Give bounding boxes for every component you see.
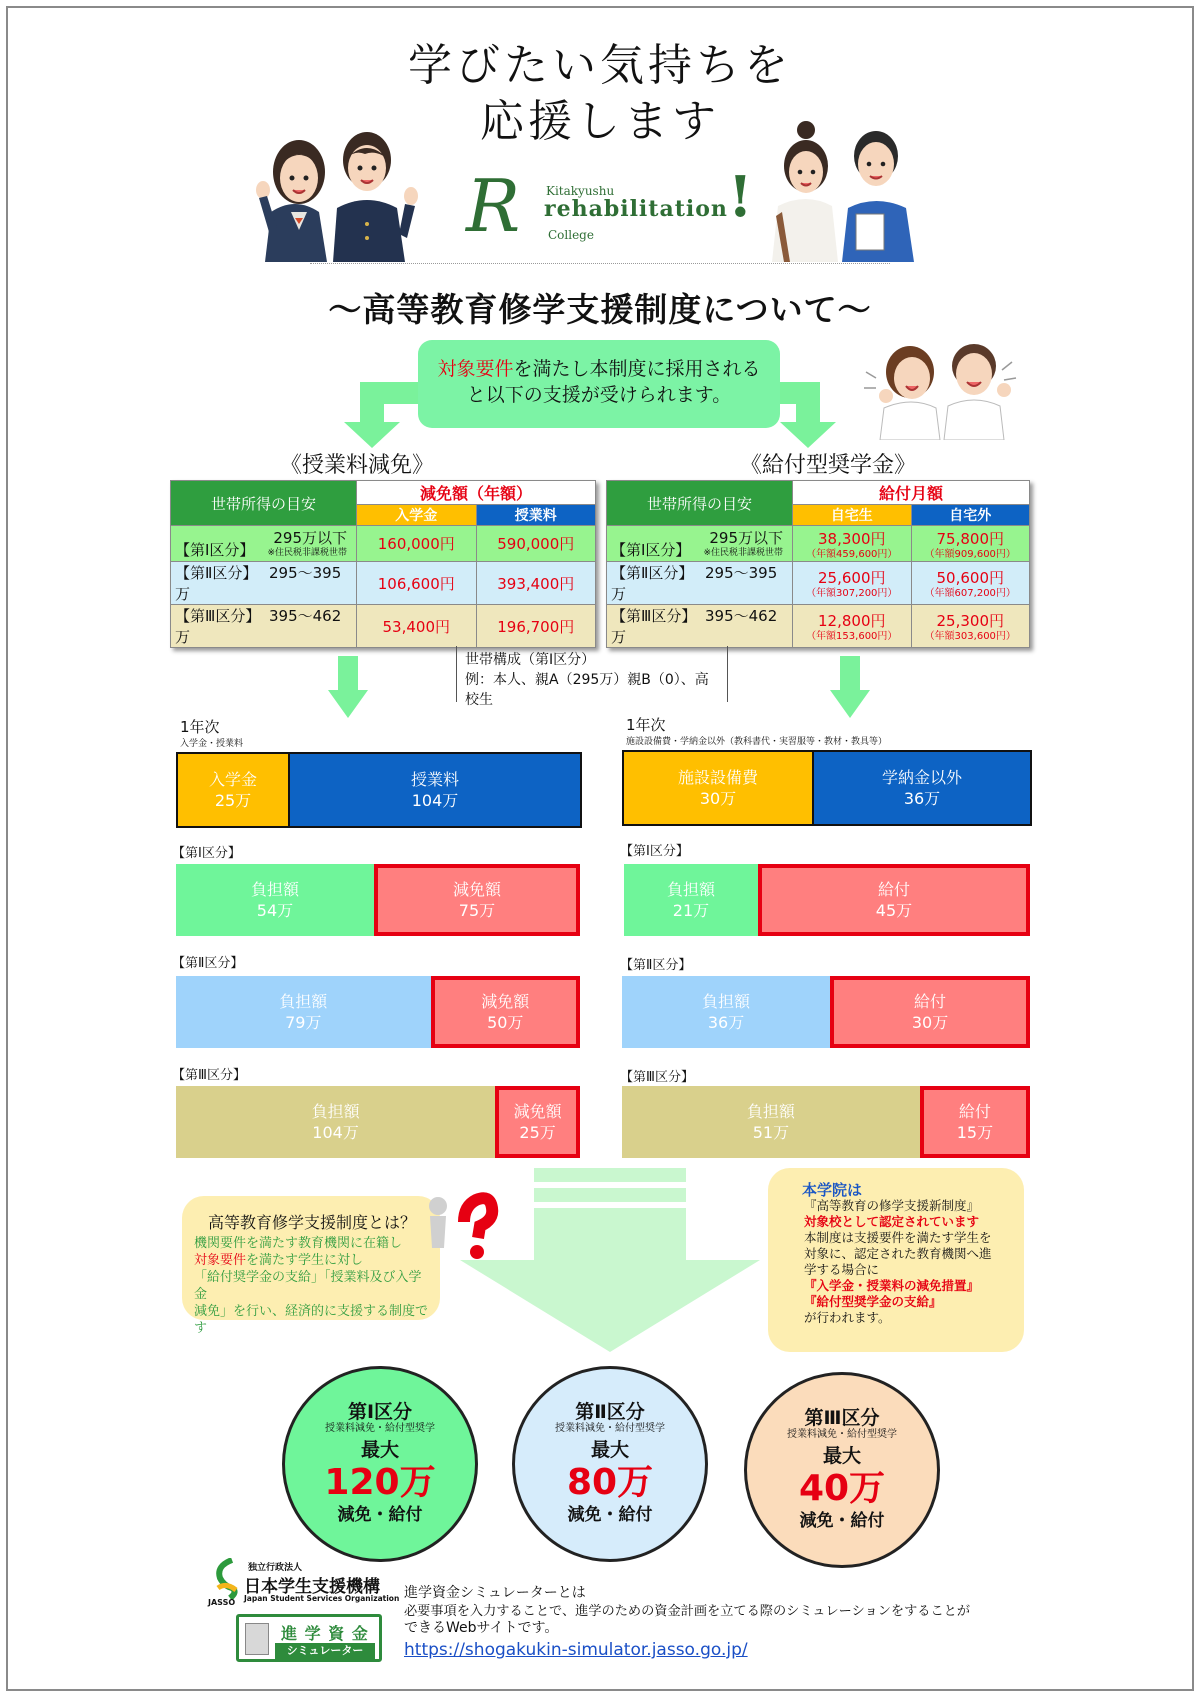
down-arrow-left-icon	[328, 656, 368, 718]
right-year-label: 1年次	[626, 716, 666, 734]
tier2-max-circle	[512, 1366, 708, 1562]
right-tier3-label: 【第Ⅲ区分】	[620, 1070, 694, 1085]
logo-kitakyushu: Kitakyushu	[546, 184, 615, 198]
arrow-right-icon	[780, 382, 836, 448]
tier-reduce-seg: 減免額 75万	[374, 864, 580, 936]
right-base-seg-a: 施設設備費 30万	[624, 752, 814, 824]
callout-highlight: 対象要件	[437, 358, 514, 380]
hero-title	[0, 38, 1200, 150]
circle-sub: 授業料減免・給付型奨学	[787, 1429, 897, 1440]
table-row	[171, 526, 596, 562]
tier-pay-seg: 負担額 36万	[622, 976, 830, 1048]
right-heading: 《給付型奨学金》	[740, 453, 917, 478]
explain-line2-red: 対象要件	[194, 1253, 247, 1268]
tier-pay-seg: 負担額 54万	[176, 864, 374, 936]
circle-kbn: 第Ⅰ区分	[347, 1401, 413, 1423]
jasso-english-name: Japan Student Services Organization	[244, 1594, 400, 1603]
logo-letter-r: R	[466, 164, 521, 248]
hero-title-line2: 応援します	[480, 96, 720, 147]
table-cell: 50,600円 （年額607,200円）	[911, 562, 1030, 605]
left-heading: 《授業料減免》	[280, 453, 435, 478]
jasso-small-label: 独立行政法人	[248, 1563, 303, 1573]
table-cell: 【第Ⅰ区分】295万以下 ※住民税非課税世帯	[607, 526, 793, 562]
logo-exclaim: !	[728, 164, 753, 230]
table-cell: 196,700円	[476, 605, 596, 648]
table-cell: 106,600円	[357, 562, 477, 605]
tier-reduce-seg: 減免額 50万	[431, 976, 580, 1048]
circle-amount: 40万	[798, 1468, 886, 1509]
table-cell: 25,600円 （年額307,200円）	[793, 562, 912, 605]
left-tier1-bar	[174, 862, 582, 938]
tier-reduce-seg: 給付 30万	[830, 976, 1030, 1048]
explain-line2-rest: を満たす学生に対し	[246, 1253, 364, 1268]
staff-illustration	[768, 120, 928, 262]
explain-title: 高等教育修学支援制度とは？	[208, 1213, 417, 1232]
school-line7: 『給付型奨学金の支給』	[804, 1294, 942, 1309]
circle-max: 最大	[822, 1445, 861, 1467]
callout-line2: と以下の支援が受けられます。	[466, 384, 732, 406]
circle-sub: 授業料減免・給付型奨学	[325, 1423, 435, 1434]
left-col-a: 入学金	[357, 505, 477, 526]
school-info-bubble	[768, 1168, 1024, 1352]
table-row	[171, 605, 596, 648]
nurses-illustration	[862, 332, 1020, 440]
right-tier3-bar	[620, 1084, 1032, 1160]
left-col-b: 授業料	[476, 505, 596, 526]
down-arrow-right-icon	[830, 656, 870, 718]
footer-line2: 必要事項を入力することで、進学のための資金計画を立てる際のシミュレーションをすることが	[404, 1604, 971, 1619]
explain-line1: 機関要件を満たす教育機関に在籍し	[194, 1236, 403, 1251]
table-row	[607, 605, 1030, 648]
tier-pay-seg: 負担額 21万	[624, 864, 758, 936]
system-explain-bubble	[182, 1196, 440, 1336]
footer-line1: 進学資金シミュレーターとは	[404, 1585, 586, 1601]
calculator-icon	[245, 1623, 269, 1655]
left-year-label: 1年次	[180, 718, 220, 736]
tier-reduce-seg: 給付 45万	[758, 864, 1030, 936]
arrow-left-icon	[344, 382, 420, 448]
left-tier3-bar	[174, 1084, 582, 1160]
table-row	[607, 562, 1030, 605]
left-tier1-label: 【第Ⅰ区分】	[172, 846, 241, 861]
school-line1: 『高等教育の修学支援新制度』	[804, 1198, 980, 1213]
tier1-max-circle	[282, 1366, 478, 1562]
callout-line1: を満たし本制度に採用される	[513, 358, 761, 380]
school-line2: 対象校として認定されています	[804, 1214, 980, 1229]
right-col-a: 自宅生	[793, 505, 912, 526]
household-line2: 例：本人、親A（295万）親B（0）、高校生	[465, 672, 709, 708]
right-col-group: 給付月額	[793, 481, 1030, 505]
right-tier1-bar	[622, 862, 1032, 938]
hero-divider	[310, 263, 890, 264]
students-illustration	[255, 120, 430, 262]
right-base-bar	[622, 750, 1032, 826]
logo-college: College	[548, 228, 594, 242]
table-cell: 12,800円 （年額153,600円）	[793, 605, 912, 648]
jasso-abbr: JASSO	[208, 1598, 236, 1607]
left-base-seg-a: 入学金 25万	[178, 754, 290, 826]
table-cell: 590,000円	[476, 526, 596, 562]
college-logo	[466, 164, 756, 252]
table-cell: 【第Ⅰ区分】295万以下 ※住民税非課税世帯	[171, 526, 357, 562]
tier-pay-seg: 負担額 51万	[622, 1086, 920, 1158]
left-tier2-bar	[174, 974, 582, 1050]
school-line5: 学する場合に	[804, 1262, 880, 1277]
simulator-badge[interactable]	[236, 1614, 382, 1662]
tier3-max-circle	[744, 1372, 940, 1568]
logo-rehabilitation: rehabilitation	[544, 196, 728, 222]
left-table	[170, 480, 596, 648]
right-tier2-bar	[620, 974, 1032, 1050]
circle-amount: 120万	[324, 1462, 436, 1503]
school-line8: が行われます。	[804, 1310, 891, 1325]
left-base-bar	[176, 752, 582, 828]
table-cell: 【第Ⅲ区分】 395～462万	[607, 605, 793, 648]
explain-line4: 減免」を行い、経済的に支援する制度です	[194, 1304, 429, 1336]
student-boy-figure	[333, 132, 418, 262]
circle-max: 最大	[590, 1439, 629, 1461]
school-line6: 『入学金・授業料の減免措置』	[804, 1278, 980, 1293]
right-col-b: 自宅外	[911, 505, 1030, 526]
tier-pay-seg: 負担額 104万	[176, 1086, 495, 1158]
footer-line3: できるWebサイトです。	[404, 1620, 559, 1636]
table-cell: 160,000円	[357, 526, 477, 562]
school-line4: 対象に、認定された教育機関へ進	[804, 1246, 992, 1261]
circle-sub: 授業料減免・給付型奨学	[555, 1423, 665, 1434]
circle-tail: 減免・給付	[337, 1505, 423, 1525]
right-base-seg-b: 学納金以外 36万	[814, 752, 1030, 824]
table-cell: 53,400円	[357, 605, 477, 648]
left-col-group: 減免額（年額）	[357, 481, 596, 505]
question-mark-icon	[420, 1186, 506, 1260]
circle-tail: 減免・給付	[567, 1505, 653, 1525]
left-tier2-label: 【第Ⅱ区分】	[172, 956, 244, 971]
left-year-sub: 入学金・授業料	[180, 739, 244, 749]
household-line1: 世帯構成（第Ⅰ区分）	[465, 652, 596, 668]
hero-title-line1: 学びたい気持ちを	[408, 40, 792, 91]
left-tier3-label: 【第Ⅲ区分】	[172, 1068, 246, 1083]
man-figure	[842, 131, 914, 262]
eligibility-callout	[418, 340, 780, 428]
circle-kbn: 第Ⅱ区分	[575, 1401, 645, 1423]
woman-figure	[772, 121, 838, 262]
circle-kbn: 第Ⅲ区分	[804, 1407, 880, 1429]
right-tier1-label: 【第Ⅰ区分】	[620, 844, 689, 859]
simulator-link[interactable]: https://shogakukin-simulator.jasso.go.jp/	[404, 1640, 748, 1660]
simulator-badge-top: 進 学 資 金	[281, 1624, 369, 1643]
left-base-seg-b: 授業料 104万	[290, 754, 580, 826]
household-note	[456, 646, 728, 708]
table-row	[171, 562, 596, 605]
table-cell: 38,300円 （年額459,600円）	[793, 526, 912, 562]
table-cell: 【第Ⅲ区分】 395～462万	[171, 605, 357, 648]
table-cell: 【第Ⅱ区分】 295～395万	[607, 562, 793, 605]
table-cell: 25,300円 （年額303,600円）	[911, 605, 1030, 648]
jasso-name: 日本学生支援機構	[244, 1577, 380, 1597]
section-title: ～高等教育修学支援制度について～	[328, 290, 872, 329]
school-line3: 本制度は支援要件を満たす学生を	[804, 1230, 992, 1245]
circle-max: 最大	[360, 1439, 399, 1461]
school-title: 本学院は	[802, 1181, 863, 1199]
circle-amount: 80万	[566, 1462, 654, 1503]
simulator-badge-bottom: シミュレーター	[275, 1643, 375, 1659]
right-tier2-label: 【第Ⅱ区分】	[620, 958, 692, 973]
right-year-sub: 施設設備費・学納金以外（教科書代・実習服等・教材・教具等）	[626, 737, 888, 747]
right-table	[606, 480, 1030, 648]
table-cell: 393,400円	[476, 562, 596, 605]
explain-line3: 「給付奨学金の支給」「授業料及び入学金	[194, 1270, 422, 1302]
circle-tail: 減免・給付	[799, 1511, 885, 1531]
jasso-logo-icon	[212, 1558, 240, 1600]
student-girl-figure	[256, 140, 327, 262]
table-cell: 75,800円 （年額909,600円）	[911, 526, 1030, 562]
table-cell: 【第Ⅱ区分】 295～395万	[171, 562, 357, 605]
table-row	[607, 526, 1030, 562]
left-col-income: 世帯所得の目安	[171, 481, 357, 526]
tier-reduce-seg: 減免額 25万	[495, 1086, 580, 1158]
right-col-income: 世帯所得の目安	[607, 481, 793, 526]
tier-pay-seg: 負担額 79万	[176, 976, 431, 1048]
tier-reduce-seg: 給付 15万	[920, 1086, 1030, 1158]
